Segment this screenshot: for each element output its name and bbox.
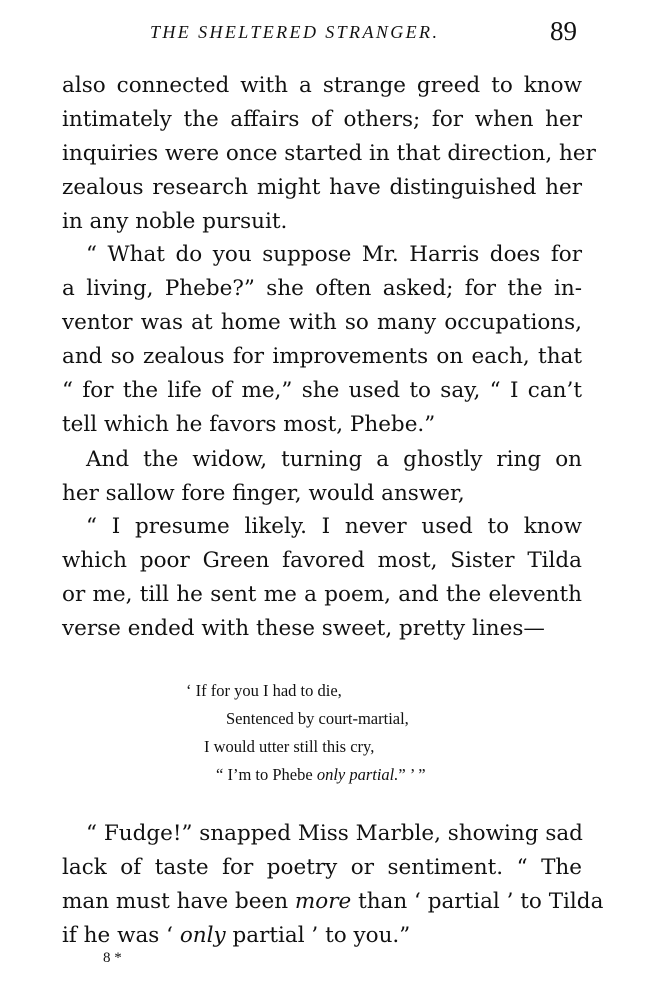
text-line: verse ended with these sweet, pretty lines— [62,615,545,641]
paragraph-4 [62,510,582,646]
text-line: inquiries were once started in that direction, her [62,140,596,166]
text-line: and so zealous for improvements on each, that [62,343,582,369]
running-title: THE SHELTERED STRANGER. [150,22,440,42]
text-line: “ for the life of me,” she used to say, “ I can’t [62,377,582,403]
text-line: a living, Phebe?” she often asked; for the in- [62,275,582,301]
paragraph-3 [62,443,582,511]
text-line: “ What do you suppose Mr. Harris does for [86,242,582,267]
text-line: also connected with a strange greed to know [62,73,582,98]
page-number: 89 [550,16,577,46]
text-line: or me, till he sent me a poem, and the eleventh [62,581,582,607]
text-line: tell which he favors most, Phebe.” [62,411,436,437]
text-segment: if he was ‘ [62,922,180,948]
poem-line: Sentenced by court-martial, [226,709,409,728]
text-line: lack of taste for poetry or sentiment. “ The [62,854,582,880]
text-line [62,885,604,919]
poem-text: “ I’m to Phebe [216,765,317,784]
paragraph-1 [62,69,596,239]
text-line [62,919,582,953]
text-line: “ Fudge!” snapped Miss Marble, showing sad [86,821,583,846]
text-segment: man must have been [62,888,295,914]
text-line: zealous research might have distinguished her [62,174,582,200]
text-line: intimately the affairs of others; for when her [62,106,582,132]
text-segment: than ‘ partial ’ to Tilda [351,888,604,914]
text-line: “ I presume likely. I never used to know [86,514,582,539]
poem-line: ‘ If for you I had to die, [186,681,342,700]
poem-line: I would utter still this cry, [204,737,375,756]
italic-text: only [179,922,226,948]
text-segment: partial ’ to you.” [225,922,411,948]
poem-text: ” ’ ” [398,765,426,784]
poem-italic-text: only partial. [316,765,399,784]
page-header [0,16,667,52]
text-line: which poor Green favored most, Sister Tilda [62,547,582,573]
paragraph-2 [62,238,582,441]
text-line: her sallow fore finger, would answer, [62,480,465,506]
text-line: in any noble pursuit. [62,208,288,234]
text-line: And the widow, turning a ghostly ring on [86,447,582,472]
text-line: ventor was at home with so many occupations, [62,309,582,335]
paragraph-5 [62,817,604,953]
signature-mark: 8 * [103,950,122,966]
italic-text: more [294,888,352,914]
poem-line [216,761,426,789]
